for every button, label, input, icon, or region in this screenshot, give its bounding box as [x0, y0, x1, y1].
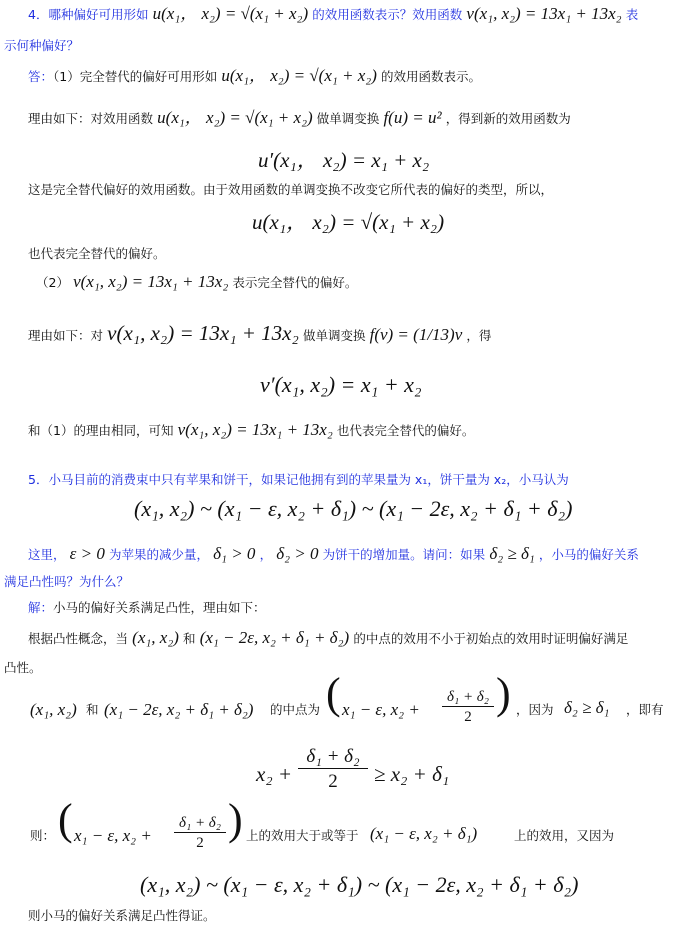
paragraph-2: 也代表完全替代的偏好。 [28, 246, 166, 261]
reason-1: 理由如下：对效用函数 u(x₁， x₂) = √(x₁ + x₂) 做单调变换 f(u) = u² ，得到新的效用函数为 [28, 108, 571, 127]
equation-v-prime: v′(x₁, x₂) = x₁ + x₂ [260, 372, 422, 397]
solution-line1b: 凸性。 [4, 660, 42, 675]
equation-inequality: x₂ + δ₁ + δ₂ 2 ≥ x₂ + δ₁ [256, 746, 456, 802]
formula-v: v(x₁, x₂) = 13x₁ + 13x₂ [73, 272, 229, 291]
formula-v: v(x₁, x₂) = 13x₁ + 13x₂ [107, 321, 299, 345]
question-5-line4: 满足凸性吗？为什么？ [4, 574, 130, 589]
formula-u: u(x₁， x₂) = √(x₁ + x₂) [152, 4, 309, 23]
formula-transform: f(u) = u² [383, 108, 442, 127]
paragraph-1: 这是完全替代偏好的效用函数。由于效用函数的单调变换不改变它所代表的偏好的类型，所以， [28, 182, 554, 197]
paragraph-3: 和（1）的理由相同，可知 v(x₁, x₂) = 13x₁ + 13x₂ 也代表完全替代的偏好。 [28, 420, 475, 439]
formula-v: v(x₁, x₂) = 13x₁ + 13x₂ [177, 420, 333, 439]
equation-indifference: (x₁, x₂) ~ (x₁ − ε, x₂ + δ₁) ~ (x₁ − 2ε, x₂ + δ₁ + δ₂) [134, 496, 573, 521]
fraction: δ₁ + δ₂ 2 [298, 746, 368, 795]
conclusion: 则小马的偏好关系满足凸性得证。 [28, 908, 216, 923]
formula-u: u(x₁， x₂) = √(x₁ + x₂) [221, 66, 377, 85]
question-4-line1: 4．哪种偏好可用形如 u(x₁， x₂) = √(x₁ + x₂) 的效用函数表示？效用函数 v(x₁, x₂) = 13x₁ + 13x₂ 表 [28, 4, 639, 23]
document-page: 4．哪种偏好可用形如 u(x₁， x₂) = √(x₁ + x₂) 的效用函数表示？效用函数 v(x₁, x₂) = 13x₁ + 13x₂ 表 示何种偏好？ 答：（1）完全替代的偏好可用形如 u(x₁， x₂) = √(x₁ + x₂) 的效用函数表示。 理由如下：对效用函数 u(x₁， x₂) = √(x₁ + x₂) 做单调变换 f(u) = u² ，得到新的效用函数为 u′(x₁， x₂) = x₁ + x₂ 这是完全替代偏好的效用函数。由于效用函数的单调变换不改变它所代表的偏好的类型，所以， u(x₁， x₂) = √(x₁ + x₂) 也代表完全替代的偏好。 （2） v(x₁, x₂) = 13x₁ + 13x₂ 表示完全替代的偏好。 理由如下：对 v(x₁, x₂) = 13x₁ + 13x₂ 做单调变换 f(v) = (1/13)v ，得 v′(x₁, x₂) = x₁ + x₂ 和（1）的理由相同，可知 v(x₁, x₂) = 13x₁ + 13x₂ 也代表完全替代的偏好。 5．小马目前的消费束中只有苹果和饼干，如果记他拥有到的苹果量为 x₁，饼干量为 x₂，小马认为 (x₁, x₂) ~ (x₁ − ε, x₂ + δ₁) ~ (x₁ − 2ε, x₂ + δ₁ + δ₂) 这里， ε > 0 为苹果的减少量， δ₁ > 0 ， δ₂ > 0 为饼干的增加量。请问：如果 δ₂ ≥ δ₁ ，小马的偏好关系 满足凸性吗？为什么？ 解：小马的偏好关系满足凸性，理由如下： 根据凸性概念，当 (x₁, x₂) 和 (x₁ − 2ε, x₂ + δ₁ + δ₂) 的中点的效用不小于初始点的效用时证明偏好满足 凸性。 (x₁, x₂) 和 (x₁ − 2ε, x₂ + δ₁ + δ₂) 的中点为 ( x₁ − ε, x₂ + δ₁ + δ₂ 2 ) ，因为 δ₂ ≥ δ₁ ，即有 x₂ + δ₁ + δ₂ 2 ≥ x₂ + δ₁ 则： ( x₁ − ε, x₂ + δ₁ + δ₂ 2 ) 上的效用大于或等于 (x₁ − ε, x₂ + δ₁) 上的效用，又因为 (x₁, x₂) ~ (x₁ − ε, x₂ + δ₁) ~ (x₁ − 2ε, x₂ + δ₁ + δ₂) 则小马的偏好关系满足凸性得证。 [0, 0, 690, 927]
solution-heading: 解：小马的偏好关系满足凸性，理由如下： [28, 600, 266, 615]
equation-indifference-2: (x₁, x₂) ~ (x₁ − ε, x₂ + δ₁) ~ (x₁ − 2ε, x₂ + δ₁ + δ₂) [140, 872, 579, 897]
question-5-line1: 5．小马目前的消费束中只有苹果和饼干，如果记他拥有到的苹果量为 x₁，饼干量为 x₂，小马认为 [28, 472, 569, 487]
question-5-line3: 这里， ε > 0 为苹果的减少量， δ₁ > 0 ， δ₂ > 0 为饼干的增加量。请问：如果 δ₂ ≥ δ₁ ，小马的偏好关系 [28, 544, 639, 563]
answer-1: 答：（1）完全替代的偏好可用形如 u(x₁， x₂) = √(x₁ + x₂) 的效用函数表示。 [28, 66, 482, 85]
solution-line1: 根据凸性概念，当 (x₁, x₂) 和 (x₁ − 2ε, x₂ + δ₁ + δ₂) 的中点的效用不小于初始点的效用时证明偏好满足 [28, 628, 629, 647]
formula-transform: f(v) = (1/13)v [369, 325, 463, 344]
answer-2: （2） v(x₁, x₂) = 13x₁ + 13x₂ 表示完全替代的偏好。 [36, 272, 358, 291]
fraction: δ₁ + δ₂ 2 [442, 688, 494, 727]
reason-2: 理由如下：对 v(x₁, x₂) = 13x₁ + 13x₂ 做单调变换 f(v) = (1/13)v ，得 [28, 321, 492, 345]
formula-u: u(x₁， x₂) = √(x₁ + x₂) [157, 108, 313, 127]
formula-v: v(x₁, x₂) = 13x₁ + 13x₂ [466, 4, 622, 23]
equation-u: u(x₁， x₂) = √(x₁ + x₂) [252, 210, 445, 234]
question-4-line2: 示何种偏好？ [4, 38, 80, 53]
equation-u-prime: u′(x₁， x₂) = x₁ + x₂ [258, 148, 430, 172]
fraction: δ₁ + δ₂ 2 [174, 814, 226, 853]
